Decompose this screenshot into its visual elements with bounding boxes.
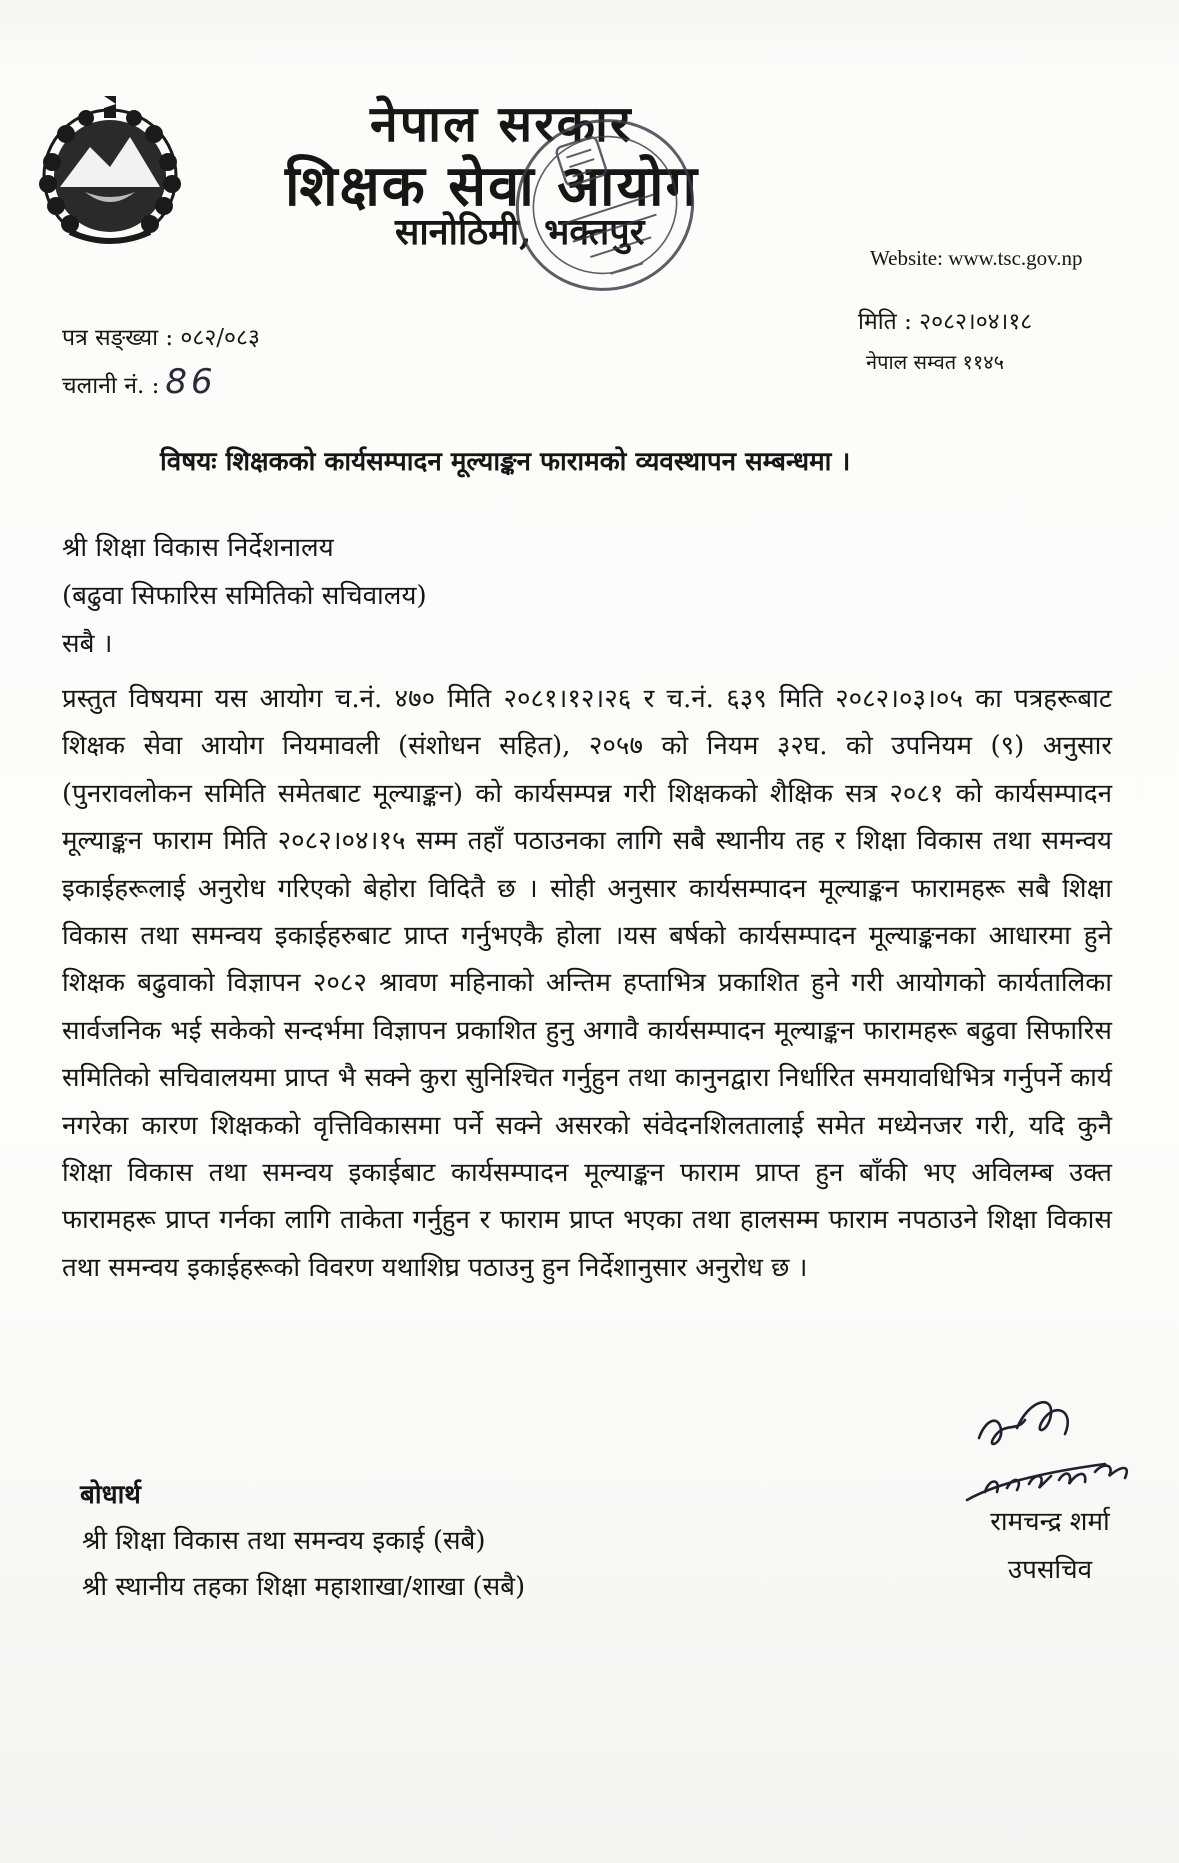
- letter-subject: विषयः शिक्षकको कार्यसम्पादन मूल्याङ्कन फारामको व्यवस्थापन सम्बन्धमा ।: [160, 447, 851, 477]
- letterhead-address: सानोठिमी, भक्तपुर: [395, 211, 645, 253]
- cc-item: श्री स्थानीय तहका शिक्षा महाशाखा/शाखा (सबै): [82, 1572, 526, 1602]
- letterhead-commission: शिक्षक सेवा आयोग: [285, 153, 699, 219]
- handwritten-signature-icon: [955, 1380, 1155, 1510]
- nepal-sambat-year: नेपाल सम्वत ११४५: [866, 350, 1005, 374]
- addressee-line-1: श्री शिक्षा विकास निर्देशनालय: [62, 533, 334, 563]
- dispatch-number-label: चलानी नं. :: [62, 373, 160, 399]
- dispatch-number-handwritten: 86: [165, 362, 217, 402]
- letter-number: पत्र सङ्ख्या : ०८२/०८३: [62, 325, 260, 351]
- website-link: Website: www.tsc.gov.np: [870, 246, 1083, 270]
- addressee-line-2: (बढुवा सिफारिस समितिको सचिवालय): [62, 581, 427, 611]
- official-stamp-icon: [505, 100, 705, 310]
- addressee-block: [62, 524, 427, 668]
- letter-date: मिति : २०८२।०४।१८: [858, 309, 1033, 335]
- letter-body: प्रस्तुत विषयमा यस आयोग च.नं. ४७० मिति २०८१।१२।२६ र च.नं. ६३९ मिति २०८२।०३।०५ का पत्रहरूबाट शिक्षक सेवा आयोग नियमावली (संशोधन सहित), २०५७ को नियम ३२घ. को उपनियम (९) अनुसार (पुनरावलोकन समिति समेतबाट मूल्याङ्कन) को कार्यसम्पन्न गरी शिक्षकको शैक्षिक सत्र २०८१ को कार्यसम्पादन मूल्याङ्कन फाराम मिति २०८२।०४।१५ सम्म तहाँ पठाउनका लागि सबै स्थानीय तह र शिक्षा विकास तथा समन्वय इकाईहरूलाई अनुरोध गरिएको बेहोरा विदितै छ । सोही अनुसार कार्यसम्पादन मूल्याङ्कन फारामहरू सबै शिक्षा विकास तथा समन्वय इकाईहरुबाट प्राप्त गर्नुभएकै होला ।यस बर्षको कार्यसम्पादन मूल्याङ्कनका आधारमा हुने शिक्षक बढुवाको विज्ञापन २०८२ श्रावण महिनाको अन्तिम हप्ताभित्र प्रकाशित हुने गरी आयोगको कार्यतालिका सार्वजनिक भई सकेको सन्दर्भमा विज्ञापन प्रकाशित हुनु अगावै कार्यसम्पादन मूल्याङ्कन फारामहरू बढुवा सिफारिस समितिको सचिवालयमा प्राप्त भै सक्ने कुरा सुनिश्चित गर्नुहुन तथा कानुनद्वारा निर्धारित समयावधिभित्र गर्नुपर्ने कार्य नगरेका कारण शिक्षकको वृत्तिविकासमा पर्ने सक्ने असरको संवेदनशिलतालाई समेत मध्येनजर गरी, यदि कुनै शिक्षा विकास तथा समन्वय इकाईबाट कार्यसम्पादन मूल्याङ्कन फाराम प्राप्त हुन बाँकी भए अविलम्ब उक्त फारामहरू प्राप्त गर्नका लागि ताकेता गर्नुहुन र फाराम प्राप्त भएका तथा हालसम्म फाराम नपठाउने शिक्षा विकास तथा समन्वय इकाईहरूको विवरण यथाशिघ्र पठाउनु हुन निर्देशानुसार अनुरोध छ ।: [62, 684, 1112, 1283]
- signatory-name: रामचन्द्र शर्मा: [990, 1507, 1110, 1537]
- date-block: [858, 302, 1032, 382]
- cc-item: श्री शिक्षा विकास तथा समन्वय इकाई (सबै): [82, 1526, 486, 1556]
- addressee-line-3: सबै ।: [62, 629, 113, 659]
- signatory-title: उपसचिव: [1007, 1555, 1093, 1585]
- dispatch-number-row: [62, 360, 260, 408]
- nepal-emblem-icon: [30, 92, 190, 252]
- cc-block: [82, 1472, 525, 1610]
- cc-title: बोधार्थ: [80, 1480, 141, 1510]
- reference-block: [62, 316, 260, 408]
- letterhead-government: नेपाल सरकार: [370, 94, 633, 153]
